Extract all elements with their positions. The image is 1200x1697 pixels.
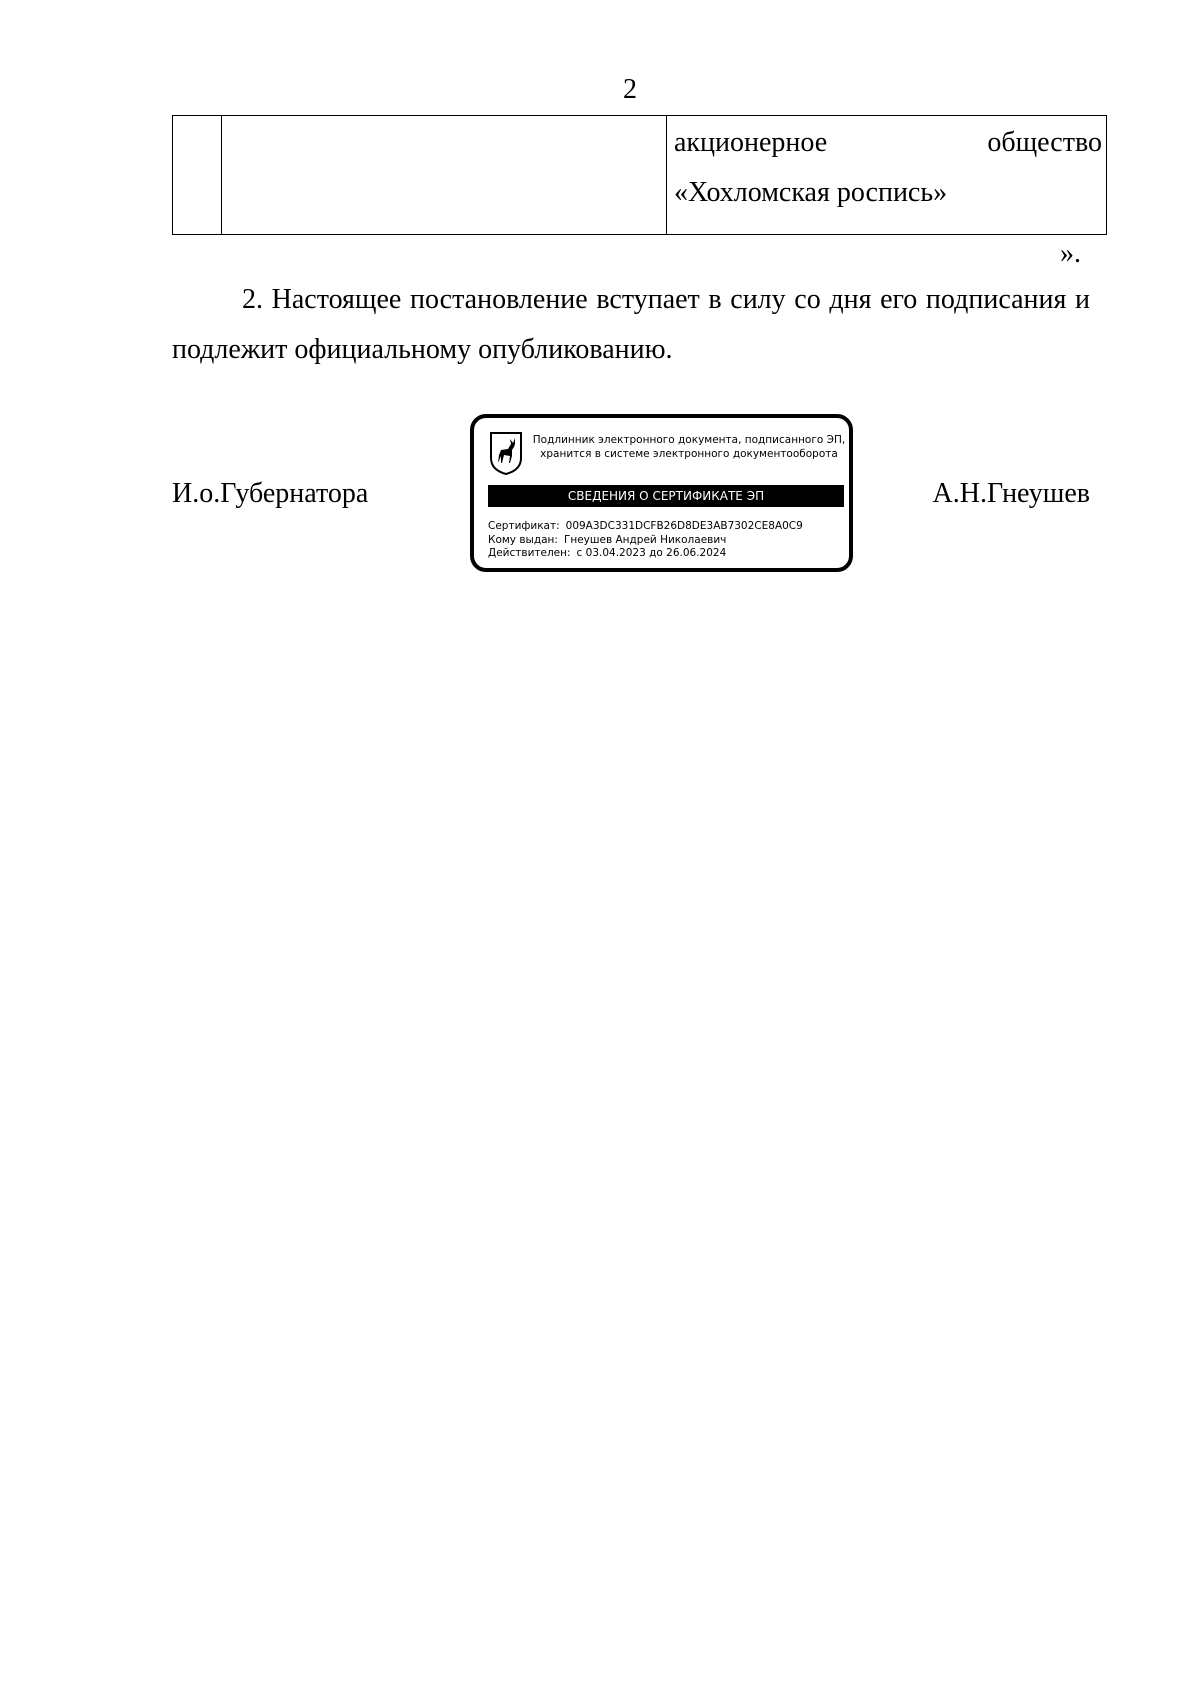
owner-line-1 xyxy=(674,118,1102,168)
stamp-details xyxy=(488,520,848,561)
closing-quote: ». xyxy=(1060,238,1081,269)
table-cell-number xyxy=(173,116,222,235)
stamp-certificate-bar: СВЕДЕНИЯ О СЕРТИФИКАТЕ ЭП xyxy=(488,485,844,507)
owner-word-1: акционерное xyxy=(674,127,828,158)
body-paragraph: 2. Настоящее постановление вступает в силу со дня его подписания и подлежит официальному опубликованию. xyxy=(172,284,1090,365)
page-number: 2 xyxy=(623,74,637,105)
stamp-valid-row xyxy=(488,547,848,561)
stamp-owner-row xyxy=(488,534,848,548)
deer-coat-of-arms-icon xyxy=(488,430,524,476)
owner-word-2: общество xyxy=(987,127,1102,158)
stamp-valid-value: с 03.04.2023 до 26.06.2024 xyxy=(576,547,727,559)
stamp-header xyxy=(530,433,848,461)
table-cell-owner xyxy=(667,116,1107,235)
stamp-owner-label: Кому выдан: xyxy=(488,533,558,546)
continuation-table xyxy=(172,115,1107,235)
stamp-cert-label: Сертификат: xyxy=(488,520,560,532)
stamp-owner-value: Гнеушев Андрей Николаевич xyxy=(563,533,727,546)
table-row xyxy=(173,116,1107,235)
stamp-header-line-2: хранится в системе электронного документооборота xyxy=(540,448,838,460)
stamp-valid-label: Действителен: xyxy=(488,547,571,559)
table xyxy=(172,115,1107,235)
signatory-title: И.о.Губернатора xyxy=(172,478,369,509)
signatory-name: А.Н.Гнеушев xyxy=(932,478,1090,509)
electronic-signature-stamp xyxy=(470,414,853,572)
owner-line-2: «Хохломская роспись» xyxy=(674,177,948,208)
stamp-header-line-1: Подлинник электронного документа, подписанного ЭП, xyxy=(532,434,846,446)
stamp-cert-row xyxy=(488,520,848,534)
stamp-cert-value: 009A3DC331DCFB26D8DE3AB7302CE8A0C9 xyxy=(565,520,803,532)
table-cell-name xyxy=(222,116,667,235)
